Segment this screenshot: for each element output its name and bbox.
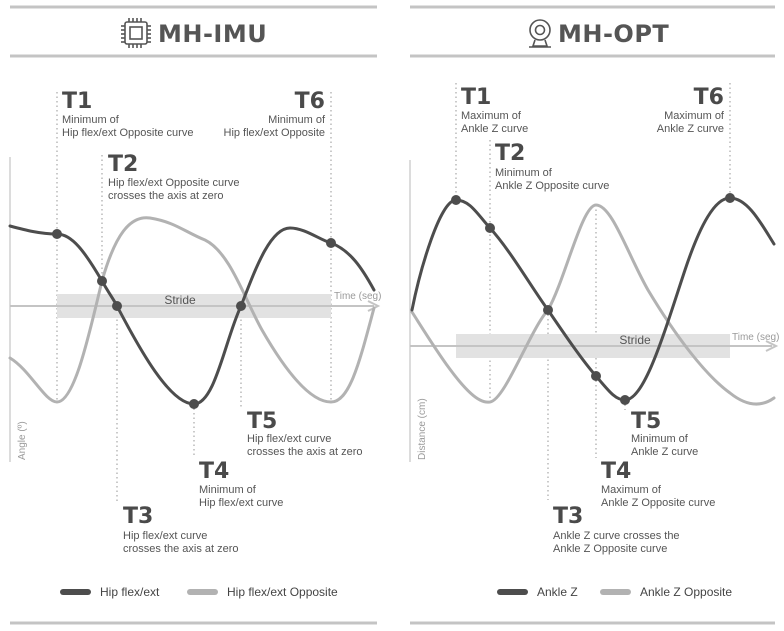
t6-desc-line1: Minimum of	[268, 114, 325, 126]
t3-desc-line1: Hip flex/ext curve	[123, 530, 208, 542]
t6-desc-line2: Hip flex/ext Opposite	[223, 127, 325, 139]
t4-desc-line1: Minimum of	[199, 484, 256, 496]
t2-point	[485, 223, 495, 233]
t4-desc-line2: Ankle Z Opposite curve	[601, 497, 716, 509]
t4-label: T4	[199, 459, 230, 484]
t3-point	[112, 301, 122, 311]
t6-label: T6	[693, 85, 724, 110]
t1-point	[451, 195, 461, 205]
t2-desc-line1: Hip flex/ext Opposite curve	[108, 177, 240, 189]
t5-desc-line1: Hip flex/ext curve	[247, 433, 332, 445]
t1-label: T1	[461, 85, 492, 110]
t2-desc-line2: Ankle Z Opposite curve	[495, 180, 610, 192]
t6-point	[326, 238, 336, 248]
t3-desc-line2: crosses the axis at zero	[123, 543, 239, 555]
opt-panel	[410, 7, 779, 623]
t2-label: T2	[495, 141, 526, 166]
t1-desc-line1: Maximum of	[461, 110, 521, 122]
t6-desc-line2: Ankle Z curve	[656, 123, 724, 135]
legend-label-dark: Hip flex/ext	[100, 585, 160, 599]
t6-label: T6	[294, 89, 325, 114]
legend-label-light: Hip flex/ext Opposite	[227, 585, 338, 599]
t5-desc-line1: Minimum of	[631, 433, 688, 445]
legend-label-light: Ankle Z Opposite	[640, 585, 733, 599]
t4-point	[189, 399, 199, 409]
y-axis-label: Distance (cm)	[417, 398, 428, 460]
t2-desc-line1: Minimum of	[495, 167, 552, 179]
ankle-z-curve	[412, 198, 774, 400]
t5-point	[620, 395, 630, 405]
t2-point	[97, 276, 107, 286]
panel-title: MH-IMU	[158, 20, 268, 48]
t6-point	[725, 193, 735, 203]
t1-point	[52, 229, 62, 239]
x-axis-label: Time (seg)	[732, 332, 780, 343]
t2-desc-line2: crosses the axis at zero	[108, 190, 224, 202]
t6-desc-line1: Maximum of	[664, 110, 724, 122]
y-axis-label: Angle (º)	[17, 421, 28, 460]
t1-desc-line2: Hip flex/ext Opposite curve	[62, 127, 194, 139]
imu-panel	[10, 7, 381, 623]
t4-desc-line2: Hip flex/ext curve	[199, 497, 284, 509]
x-axis-label: Time (seg)	[334, 291, 382, 302]
t5-label: T5	[247, 409, 278, 434]
t3-label: T3	[123, 504, 154, 529]
t3-point	[543, 305, 553, 315]
t4-label: T4	[601, 459, 632, 484]
panel-title: MH-OPT	[558, 20, 670, 48]
t5-desc-line2: Ankle Z curve	[631, 446, 699, 458]
t1-desc-line2: Ankle Z curve	[461, 123, 529, 135]
stride-label: Stride	[164, 293, 196, 307]
t4-point	[591, 371, 601, 381]
t5-desc-line2: crosses the axis at zero	[247, 446, 363, 458]
stride-label: Stride	[619, 333, 651, 347]
t3-desc-line2: Ankle Z Opposite curve	[553, 543, 668, 555]
t1-desc-line1: Minimum of	[62, 114, 119, 126]
camera-icon	[529, 20, 551, 47]
t4-desc-line1: Maximum of	[601, 484, 661, 496]
t1-label: T1	[62, 89, 93, 114]
t2-label: T2	[108, 152, 139, 177]
t3-desc-line1: Ankle Z curve crosses the	[553, 530, 680, 542]
chip-icon	[121, 18, 151, 48]
t3-label: T3	[553, 504, 584, 529]
t5-point	[236, 301, 246, 311]
t5-label: T5	[631, 409, 662, 434]
legend-label-dark: Ankle Z	[537, 585, 578, 599]
